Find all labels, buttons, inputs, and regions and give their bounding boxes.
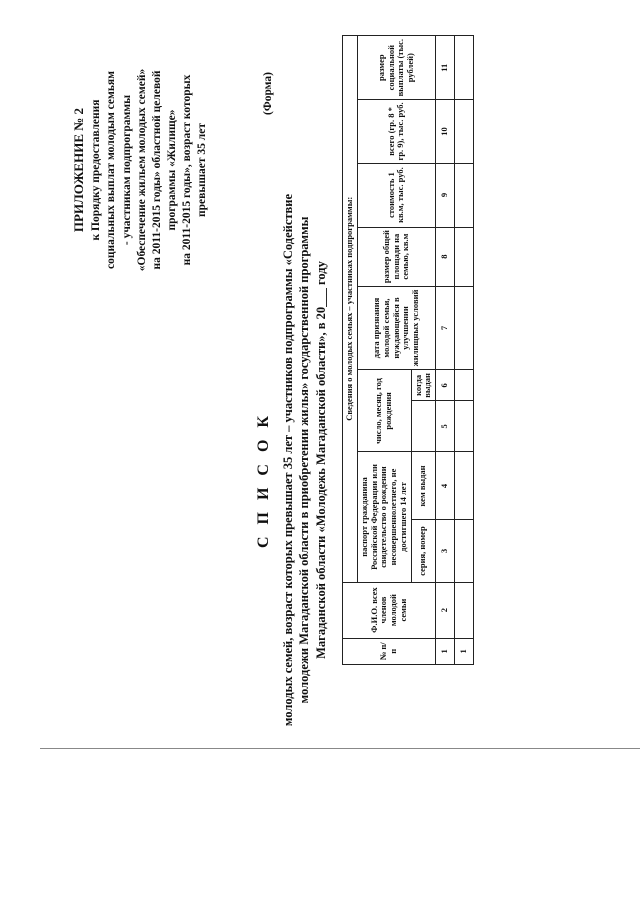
list-title: С П И С О К (255, 411, 272, 549)
appendix-line: превышает 35 лет (196, 123, 209, 217)
col-recognition-header: дата признания молодой семьи, нуждающейся в улучшении жилищных условий (357, 286, 435, 370)
table-row (455, 36, 474, 665)
col-number: 5 (436, 401, 455, 452)
col-total-header: всего (гр. 8 * гр. 9), тыс. руб. (357, 100, 435, 163)
col-number: 10 (436, 100, 455, 163)
col-number: 11 (436, 36, 455, 100)
col-number: 7 (436, 286, 455, 370)
col-number: 3 (436, 520, 455, 582)
appendix-line: - участникам подпрограммы (120, 94, 133, 246)
col-number: 9 (436, 163, 455, 227)
scan-divider-line (40, 748, 640, 749)
col-birth-header: число, месяц, год рождения (357, 370, 411, 452)
appendix-title: ПРИЛОЖЕНИЕ № 2 (71, 107, 86, 233)
col-num-header: № п/п (343, 638, 436, 664)
appendix-line: на 2011-2015 годы» областной целевой (150, 70, 163, 270)
col-number: 2 (436, 582, 455, 638)
col-cost-header: стоимость 1 кв.м, тыс. руб. (357, 163, 435, 227)
appendix-line: социальных выплат молодым семьям (105, 71, 118, 269)
col-payment-header: размер социальной выплаты (тыс. рублей) (357, 36, 435, 100)
appendix-line: к Порядку предоставления (90, 99, 103, 241)
col-birth-date-header (411, 401, 436, 452)
col-passport-header: паспорт гражданина Российской Федерации или свидетельство о рождении несовершеннолетнего, не достигшего 14 лет (357, 452, 411, 582)
col-number: 4 (436, 452, 455, 520)
col-area-header: размер общей площади на семью, кв.м (357, 227, 435, 286)
appendix-line: «Обеспечение жильем молодых семей» (135, 68, 148, 272)
col-number: 6 (436, 370, 455, 401)
row-number: 1 (455, 638, 474, 664)
families-table (342, 35, 474, 665)
col-fio-header: Ф.И.О. всех членов молодой семьи (343, 582, 436, 638)
col-number: 1 (436, 638, 455, 664)
appendix-line: на 2011-2015 годы», возраст которых (181, 74, 194, 266)
col-issued-when-header: когда выдан (411, 370, 436, 401)
col-series-header: серия, номер (411, 520, 436, 582)
appendix-block (70, 35, 211, 305)
info-group-header: Сведения о молодых семьях – участниках подпрограммы: (343, 36, 358, 583)
col-number: 8 (436, 227, 455, 286)
col-issued-by-header: кем выдан (411, 452, 436, 520)
form-label: (Форма) (262, 71, 274, 115)
appendix-line: программы «Жилище» (166, 109, 179, 231)
list-heading: молодых семей, возраст которых превышает 35 лет – участников подпрограммы «Содействие молодежи Магаданской области в приобретении жилья» государственной программы Магаданской области «Молодежь Магаданской области», в 20___ году (281, 193, 328, 727)
